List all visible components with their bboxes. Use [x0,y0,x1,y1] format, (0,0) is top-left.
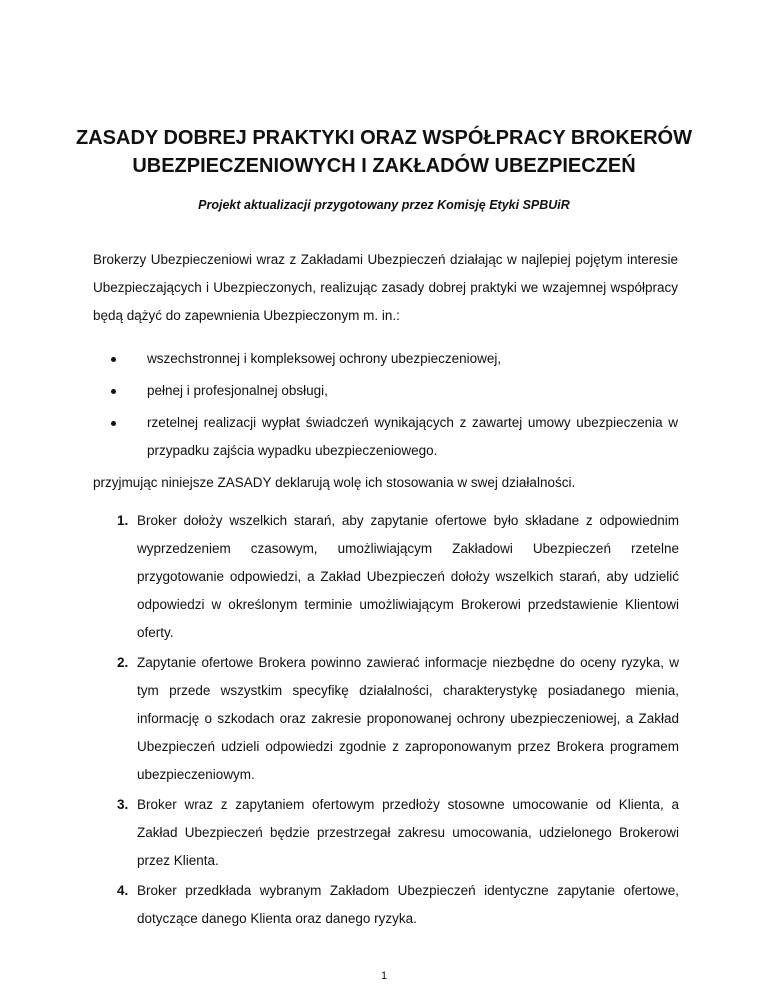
rule-text: Broker przedkłada wybranym Zakładom Ubezpieczeń identyczne zapytanie ofertowe, dotyczące danego Klienta oraz danego ryzyka. [137,883,679,926]
closing-paragraph: przyjmując niniejsze ZASADY deklarują wolę ich stosowania w swej działalności. [93,475,576,490]
goal-item [93,345,678,373]
goal-text: rzetelnej realizacji wypłat świadczeń wynikających z zawartej umowy ubezpieczenia w przypadku zajścia wypadku ubezpieczeniowego. [147,415,678,458]
document-title [60,124,708,180]
rule-item [103,791,679,875]
page-number: 1 [380,970,388,982]
rule-item [103,649,679,789]
document-subtitle: Projekt aktualizacji przygotowany przez Komisję Etyki SPBUiR [198,198,570,212]
goal-text: wszechstronnej i kompleksowej ochrony ubezpieczeniowej, [147,351,502,366]
rules-list [103,507,679,935]
intro-paragraph: Brokerzy Ubezpieczeniowi wraz z Zakładami Ubezpieczeń działając w najlepiej pojętym interesie Ubezpieczających i Ubezpieczonych, realizując zasady dobrej praktyki we wzajemnej współpracy będą dążyć do zapewnienia Ubezpieczonym m. in.: [93,252,678,323]
title-line-2: UBEZPIECZENIOWYCH I ZAKŁADÓW UBEZPIECZEŃ [132,155,636,177]
rule-number: 3. [117,797,129,812]
rule-number: 4. [117,883,129,898]
rule-number: 2. [117,655,129,670]
bullet-icon [111,357,116,362]
rule-item [103,507,679,647]
rule-text: Broker wraz z zapytaniem ofertowym przedłoży stosowne umocowanie od Klienta, a Zakład Ubezpieczeń będzie przestrzegał zakresu umocowania, udzielonego Brokerowi przez Klienta. [137,797,679,868]
goal-item [93,377,678,405]
bullet-icon [111,389,116,394]
goal-text: pełnej i profesjonalnej obsługi, [147,383,328,398]
rule-item [103,877,679,933]
rule-number: 1. [117,513,129,528]
goal-item [93,409,678,465]
goals-list [93,345,678,469]
rule-text: Broker dołoży wszelkich starań, aby zapytanie ofertowe było składane z odpowiednim wyprzedzeniem czasowym, umożliwiającym Zakładowi Ubezpieczeń rzetelne przygotowanie odpowiedzi, a Zakład Ubezpieczeń dołoży wszelkich starań, aby udzielić odpowiedzi w określonym terminie umożliwiającym Brokerowi przedstawienie Klientowi oferty. [137,513,679,640]
bullet-icon [111,421,116,426]
rule-text: Zapytanie ofertowe Brokera powinno zawierać informacje niezbędne do oceny ryzyka, w tym przede wszystkim specyfikę działalności, charakterystykę posiadanego mienia, informację o szkodach oraz zakresie proponowanej ochrony ubezpieczeniowej, a Zakład Ubezpieczeń udzieli odpowiedzi zgodnie z zaproponowanym przez Brokera programem ubezpieczeniowym. [137,655,679,782]
title-line-1: ZASADY DOBREJ PRAKTYKI ORAZ WSPÓŁPRACY BROKERÓW [76,127,692,149]
